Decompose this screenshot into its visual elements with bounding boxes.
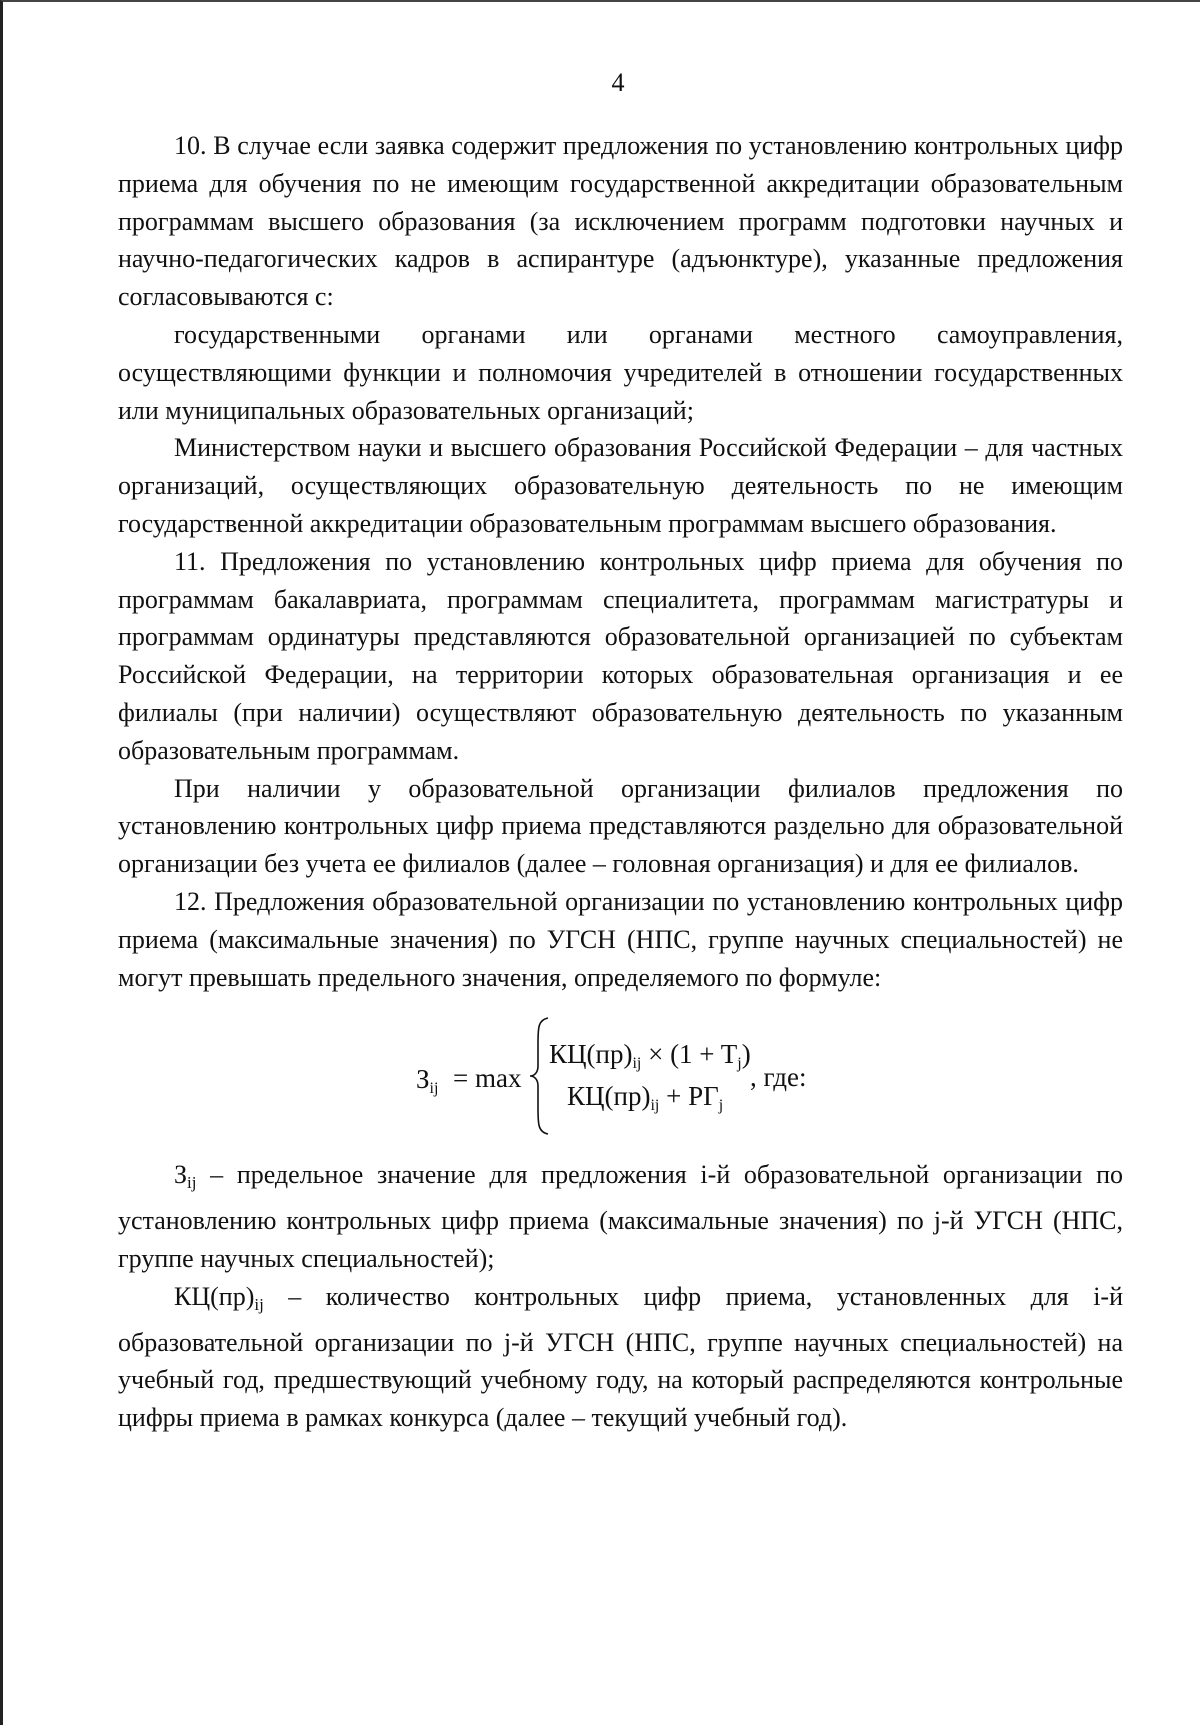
paragraph-branches: При наличии у образовательной организации филиалов предложения по установлению контрольных цифр приема представляются раздельно для образовательной организации без учета ее филиалов (далее – головная организация) и для ее филиалов. [118,773,1123,879]
paragraph-ministry: Министерством науки и высшего образования Российской Федерации – для частных организаций, осуществляющих образовательную деятельность по не имеющим государственной аккредитации образовательным программам высшего образования. [118,433,1123,538]
formula-row-2: КЦ(пр)ij + РГj [567,1081,724,1115]
formula-equals-max: = max [453,1063,522,1094]
limit-formula [118,1010,1123,1156]
document-body [118,127,1123,1437]
formula-row-1: КЦ(пр)ij × (1 + Tj) [549,1039,751,1073]
formula-lhs-subscript: ij [429,1080,439,1098]
definition-kc-pr-ij: $КЦ(пр)_{ij}$ – количество контрольных цифр приема, установленных для i-й образовательной организации по j-й УГСН (НПС, группе научных специальностей) на учебный год, предшествующий учебному году, на который распределяются контрольные цифры приема в рамках конкурса (далее – текущий учебный год). [118,1281,1123,1433]
paragraph-10: 10. В случае если заявка содержит предложения по установлению контрольных цифр приема для обучения по не имеющим государственной аккредитации образовательным программам высшего образования (за исключением программ подготовки научных и научно-педагогических кадров в аспирантуре (адъюнктуре), указанные предложения согласовываются с: [118,131,1123,312]
page-number: 4 [611,68,625,97]
paragraph-12: 12. Предложения образовательной организации по установлению контрольных цифр приема (максимальные значения) по УГСН (НПС, группе научных специальностей) не могут превышать предельного значения, определяемого по формуле: [118,886,1123,992]
curly-brace-icon [528,1016,550,1136]
paragraph-state-bodies: государственными органами или органами местного самоуправления, осуществляющими функции и полномочия учредителей в отношении государственных или муниципальных образовательных организаций; [118,319,1123,425]
formula-suffix: , где: [750,1062,807,1093]
definition-z-ij: $З_{ij}$ – предельное значение для предложения i-й образовательной организации по установлению контрольных цифр приема (максимальные значения) по j-й УГСН (НПС, группе научных специальностей); [118,1160,1123,1273]
formula-lhs: $З_{ij}$ [416,1064,439,1098]
paragraph-11: 11. Предложения по установлению контрольных цифр приема для обучения по программам бакалавриата, программам специалитета, программам магистратуры и программам ординатуры представляются образовательной организацией по субъектам Российской Федерации, на территории которых образовательная организация и ее филиалы (при наличии) осуществляют образовательную деятельность по указанным образовательным программам. [118,546,1123,765]
